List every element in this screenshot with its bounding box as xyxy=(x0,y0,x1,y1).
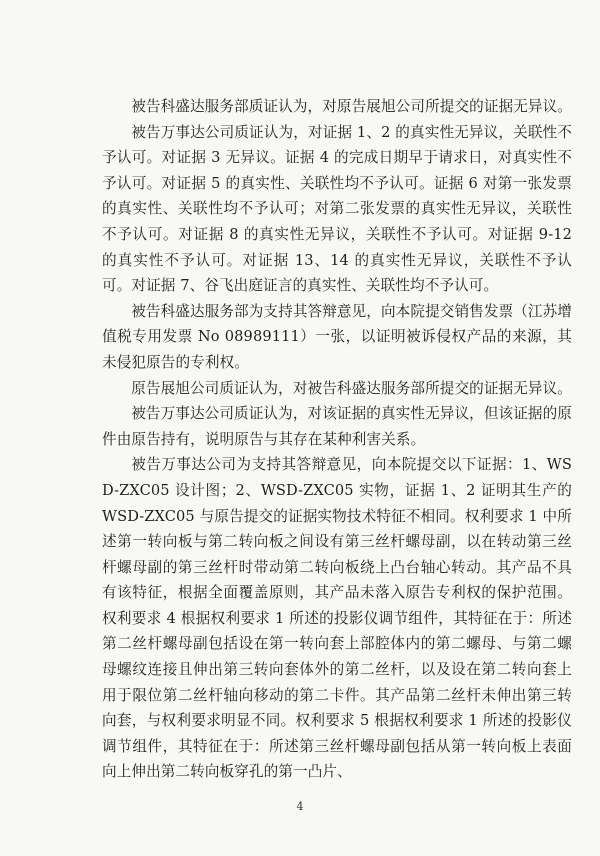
paragraph-6: 被告万事达公司为支持其答辩意见，向本院提交以下证据：1、WSD-ZXC05 设计图；2、WSD-ZXC05 实物，证据 1、2 证明其生产的 WSD-ZXC05 与原告提交的证据实物技术特征不相同。权利要求 1 中所述第一转向板与第二转向板之间设有第三丝杆螺母副，以在转动第三丝杆螺母副的第三丝杆时带动第二转向板绕上凸台轴心转动。其产品不具有该特征，根据全面覆盖原则，其产品未落入原告专利权的保护范围。权利要求 4 根据权利要求 1 所述的投影仪调节组件，其特征在于：所述第二丝杆螺母副包括设在第一转向套上部腔体内的第二螺母、与第二螺母螺纹连接且伸出第三转向套体外的第二丝杆，以及设在第二转向套上用于限位第二丝杆轴向移动的第二卡件。其产品第二丝杆未伸出第三转向套，与权利要求明显不同。权利要求 5 根据权利要求 1 所述的投影仪调节组件，其特征在于：所述第三丝杆螺母副包括从第一转向板上表面向上伸出第二转向板穿孔的第一凸片、 xyxy=(102,456,572,781)
paragraph-4: 原告展旭公司质证认为，对被告科盛达服务部所提交的证据无异议。 xyxy=(131,379,573,397)
paragraph-2: 被告万事达公司质证认为，对证据 1、2 的真实性无异议，关联性不予认可。对证据 3 无异议。证据 4 的完成日期早于请求日，对真实性不予认可。对证据 5 的真实性、关联性均不予认可。证据 6 对第一张发票的真实性、关联性均不予认可；对第二张发票的真实性无异议，关联性不予认可。对证据 8 的真实性无异议，关联性不予认可。对证据 9-12 的真实性不予认可。对证据 13、14 的真实性无异议，关联性不予认可。对证据 7、谷飞出庭证言的真实性、关联性均不予认可。 xyxy=(102,123,572,295)
body-text xyxy=(102,94,572,785)
paragraph-1: 被告科盛达服务部质证认为，对原告展旭公司所提交的证据无异议。 xyxy=(131,98,573,115)
page-number: 4 xyxy=(296,800,304,813)
paragraph-3: 被告科盛达服务部为支持其答辩意见，向本院提交销售发票（江苏增值税专用发票 No 08989111）一张，以证明被诉侵权产品的来源，其未侵犯原告的专利权。 xyxy=(102,302,573,371)
paragraph-5: 被告万事达公司质证认为，对该证据的真实性无异议，但该证据的原件由原告持有，说明原告与其存在某种利害关系。 xyxy=(102,405,573,448)
